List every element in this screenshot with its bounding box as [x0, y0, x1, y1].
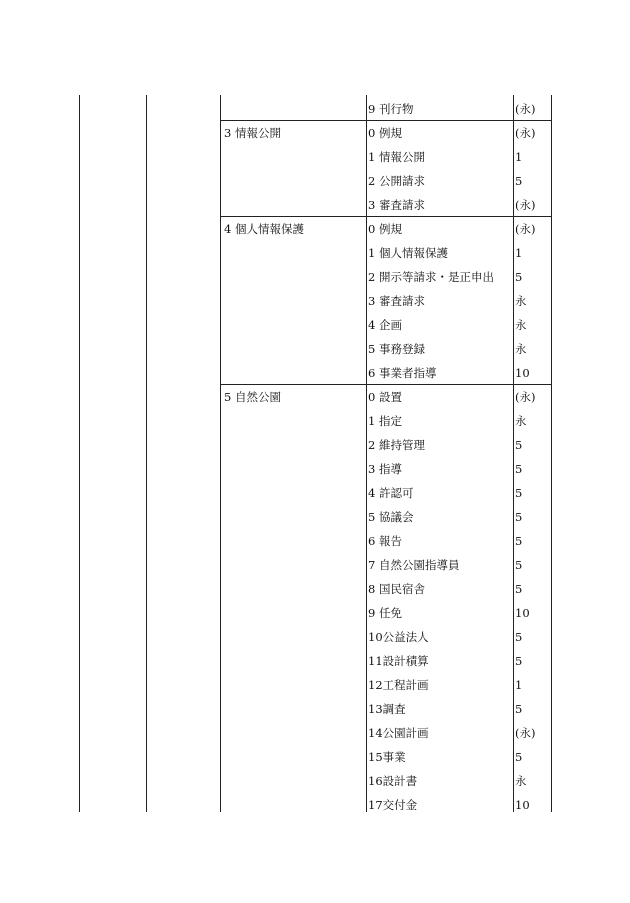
item-label: 2 公開請求	[368, 174, 425, 188]
item-label: 0 例規	[368, 222, 402, 236]
item-label: 1 個人情報保護	[368, 246, 448, 260]
item-label: 3 指導	[368, 462, 402, 476]
retention-period: (永)	[515, 102, 536, 116]
retention-period: 10	[515, 366, 530, 380]
retention-period: 5	[515, 654, 523, 668]
retention-period: (永)	[515, 198, 536, 212]
column-border-6	[551, 95, 552, 812]
column-border-3	[220, 95, 221, 812]
retention-period: 5	[515, 438, 523, 452]
retention-period: 5	[515, 534, 523, 548]
item-label: 6 報告	[368, 534, 402, 548]
retention-period: 5	[515, 462, 523, 476]
retention-period: 10	[515, 798, 530, 812]
item-label: 9 刊行物	[368, 102, 414, 116]
item-label: 13調査	[368, 702, 406, 716]
retention-period: 永	[515, 414, 527, 428]
retention-period: 永	[515, 294, 527, 308]
column-border-2	[146, 95, 147, 812]
item-label: 6 事業者指導	[368, 366, 437, 380]
item-label: 2 開示等請求・是正申出	[368, 270, 494, 284]
subcategory-label: 3 情報公開	[224, 126, 281, 140]
item-label: 15事業	[368, 750, 406, 764]
item-label: 11設計積算	[368, 654, 429, 668]
item-label: 2 維持管理	[368, 438, 425, 452]
retention-period: 永	[515, 342, 527, 356]
retention-period: 5	[515, 582, 523, 596]
retention-period: 5	[515, 270, 523, 284]
retention-period: (永)	[515, 390, 536, 404]
item-label: 14公園計画	[368, 726, 429, 740]
retention-period: 1	[515, 678, 523, 692]
item-label: 0 設置	[368, 390, 402, 404]
retention-period: 1	[515, 150, 523, 164]
retention-period: 5	[515, 750, 523, 764]
item-label: 4 企画	[368, 318, 402, 332]
retention-period: (永)	[515, 726, 536, 740]
item-label: 5 協議会	[368, 510, 414, 524]
item-label: 10公益法人	[368, 630, 429, 644]
column-border-5	[513, 95, 514, 812]
item-label: 7 自然公園指導員	[368, 558, 460, 572]
item-label: 5 事務登録	[368, 342, 425, 356]
retention-period: 1	[515, 246, 523, 260]
item-label: 1 指定	[368, 414, 402, 428]
retention-period: 5	[515, 630, 523, 644]
item-label: 3 審査請求	[368, 294, 425, 308]
column-border-4	[366, 95, 367, 812]
retention-period: (永)	[515, 222, 536, 236]
item-label: 1 情報公開	[368, 150, 425, 164]
retention-period: 5	[515, 558, 523, 572]
retention-period: 10	[515, 606, 530, 620]
retention-period: 5	[515, 486, 523, 500]
item-label: 4 許認可	[368, 486, 414, 500]
item-label: 16設計書	[368, 774, 418, 788]
item-label: 0 例規	[368, 126, 402, 140]
retention-period: 5	[515, 510, 523, 524]
item-label: 3 審査請求	[368, 198, 425, 212]
retention-period: 永	[515, 774, 527, 788]
subcategory-label: 4 個人情報保護	[224, 222, 304, 236]
retention-period: 5	[515, 174, 523, 188]
item-label: 9 任免	[368, 606, 402, 620]
column-border-1	[79, 95, 80, 812]
retention-period: 5	[515, 702, 523, 716]
retention-period: 永	[515, 318, 527, 332]
item-label: 17交付金	[368, 798, 418, 812]
retention-period: (永)	[515, 126, 536, 140]
item-label: 8 国民宿舎	[368, 582, 425, 596]
item-label: 12工程計画	[368, 678, 429, 692]
subcategory-label: 5 自然公園	[224, 390, 281, 404]
